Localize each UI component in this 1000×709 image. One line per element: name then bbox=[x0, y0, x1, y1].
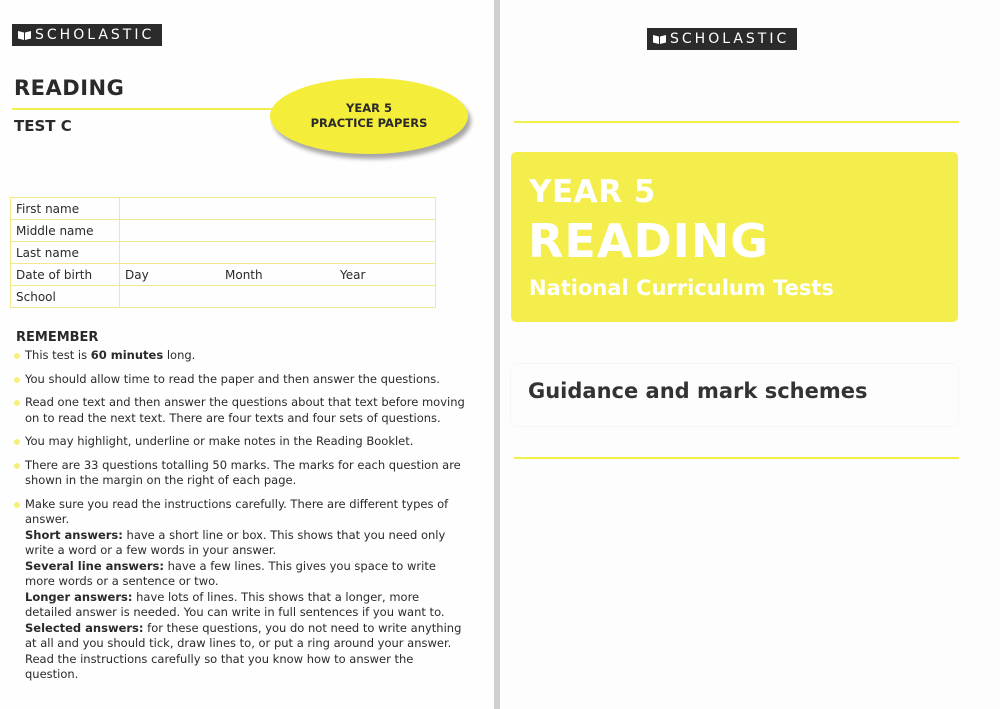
school-label: School bbox=[11, 286, 120, 308]
scholastic-logo bbox=[647, 28, 797, 50]
left-page bbox=[0, 0, 494, 709]
bottom-divider bbox=[514, 457, 959, 459]
cover-subject: READING bbox=[528, 214, 769, 268]
answer-type-label: Longer answers: bbox=[25, 589, 133, 604]
middle-name-field[interactable] bbox=[120, 220, 436, 242]
answer-type-several bbox=[14, 559, 466, 590]
instruction-text: This test is bbox=[25, 348, 91, 362]
instruction-item: Make sure you read the instructions carefully. There are different types of answer. bbox=[14, 497, 466, 528]
instruction-text: long. bbox=[163, 348, 196, 362]
answer-type-text: have lots of lines. This shows that a longer, more detailed answer is needed. You can write in full sentences if you want to. bbox=[25, 589, 445, 619]
instruction-item bbox=[14, 348, 466, 364]
instruction-item: You may highlight, underline or make notes in the Reading Booklet. bbox=[14, 434, 466, 450]
instruction-item: There are 33 questions totalling 50 marks. The marks for each question are shown in the margin on the right of each page. bbox=[14, 458, 466, 489]
right-page bbox=[500, 0, 1000, 709]
badge-line1: YEAR 5 bbox=[346, 101, 392, 115]
form-row-school bbox=[11, 286, 436, 308]
answer-type-selected bbox=[14, 621, 466, 683]
answer-type-longer bbox=[14, 590, 466, 621]
answer-type-short bbox=[14, 528, 466, 559]
form-row-dob bbox=[11, 264, 436, 286]
dob-year-label: Year bbox=[340, 267, 366, 282]
answer-type-text: for these questions, you do not need to write anything at all and you should tick, draw lines to, or put a ring around your answer. Read the instructions carefully so that you know how to answer the question. bbox=[25, 620, 462, 681]
instruction-item: You should allow time to read the paper and then answer the questions. bbox=[14, 372, 466, 388]
last-name-label: Last name bbox=[11, 242, 120, 264]
first-name-field[interactable] bbox=[120, 198, 436, 220]
middle-name-label: Middle name bbox=[11, 220, 120, 242]
first-name-label: First name bbox=[11, 198, 120, 220]
badge-line2: PRACTICE PAPERS bbox=[310, 116, 428, 130]
guidance-heading: Guidance and mark schemes bbox=[528, 379, 868, 403]
form-row-last-name bbox=[11, 242, 436, 264]
dob-day-label: Day bbox=[125, 267, 149, 282]
page-title: READING bbox=[14, 76, 125, 100]
answer-type-text: have a short line or box. This shows that you need only write a word or a few words in your answer. bbox=[25, 527, 446, 557]
answer-type-label: Several line answers: bbox=[25, 558, 164, 573]
logo-text: SCHOLASTIC bbox=[670, 31, 790, 47]
year-badge bbox=[270, 78, 468, 154]
dob-month-label: Month bbox=[225, 267, 263, 282]
guidance-panel bbox=[511, 364, 958, 426]
instructions-list bbox=[14, 348, 466, 683]
answer-type-text: have a few lines. This gives you space to write more words or a sentence or two. bbox=[25, 558, 436, 588]
remember-heading: REMEMBER bbox=[16, 330, 99, 345]
top-divider bbox=[514, 121, 959, 123]
book-icon bbox=[653, 34, 666, 44]
student-details-form bbox=[10, 197, 436, 308]
form-row-first-name bbox=[11, 198, 436, 220]
answer-type-label: Selected answers: bbox=[25, 620, 144, 635]
duration-text: 60 minutes bbox=[90, 348, 164, 362]
dob-label: Date of birth bbox=[11, 264, 120, 286]
scholastic-logo bbox=[12, 24, 162, 46]
last-name-field[interactable] bbox=[120, 242, 436, 264]
test-label: TEST C bbox=[14, 117, 72, 135]
logo-text: SCHOLASTIC bbox=[35, 27, 155, 43]
school-field[interactable] bbox=[120, 286, 436, 308]
instruction-item: Read one text and then answer the questions about that text before moving on to read the next text. There are four texts and four sets of questions. bbox=[14, 395, 466, 426]
form-row-middle-name bbox=[11, 220, 436, 242]
cover-year: YEAR 5 bbox=[529, 174, 656, 210]
dob-field[interactable] bbox=[120, 264, 436, 286]
cover-series: National Curriculum Tests bbox=[529, 276, 834, 300]
cover-title-panel bbox=[511, 152, 958, 322]
title-divider bbox=[12, 108, 312, 110]
book-icon bbox=[18, 30, 31, 40]
answer-type-label: Short answers: bbox=[25, 527, 123, 542]
